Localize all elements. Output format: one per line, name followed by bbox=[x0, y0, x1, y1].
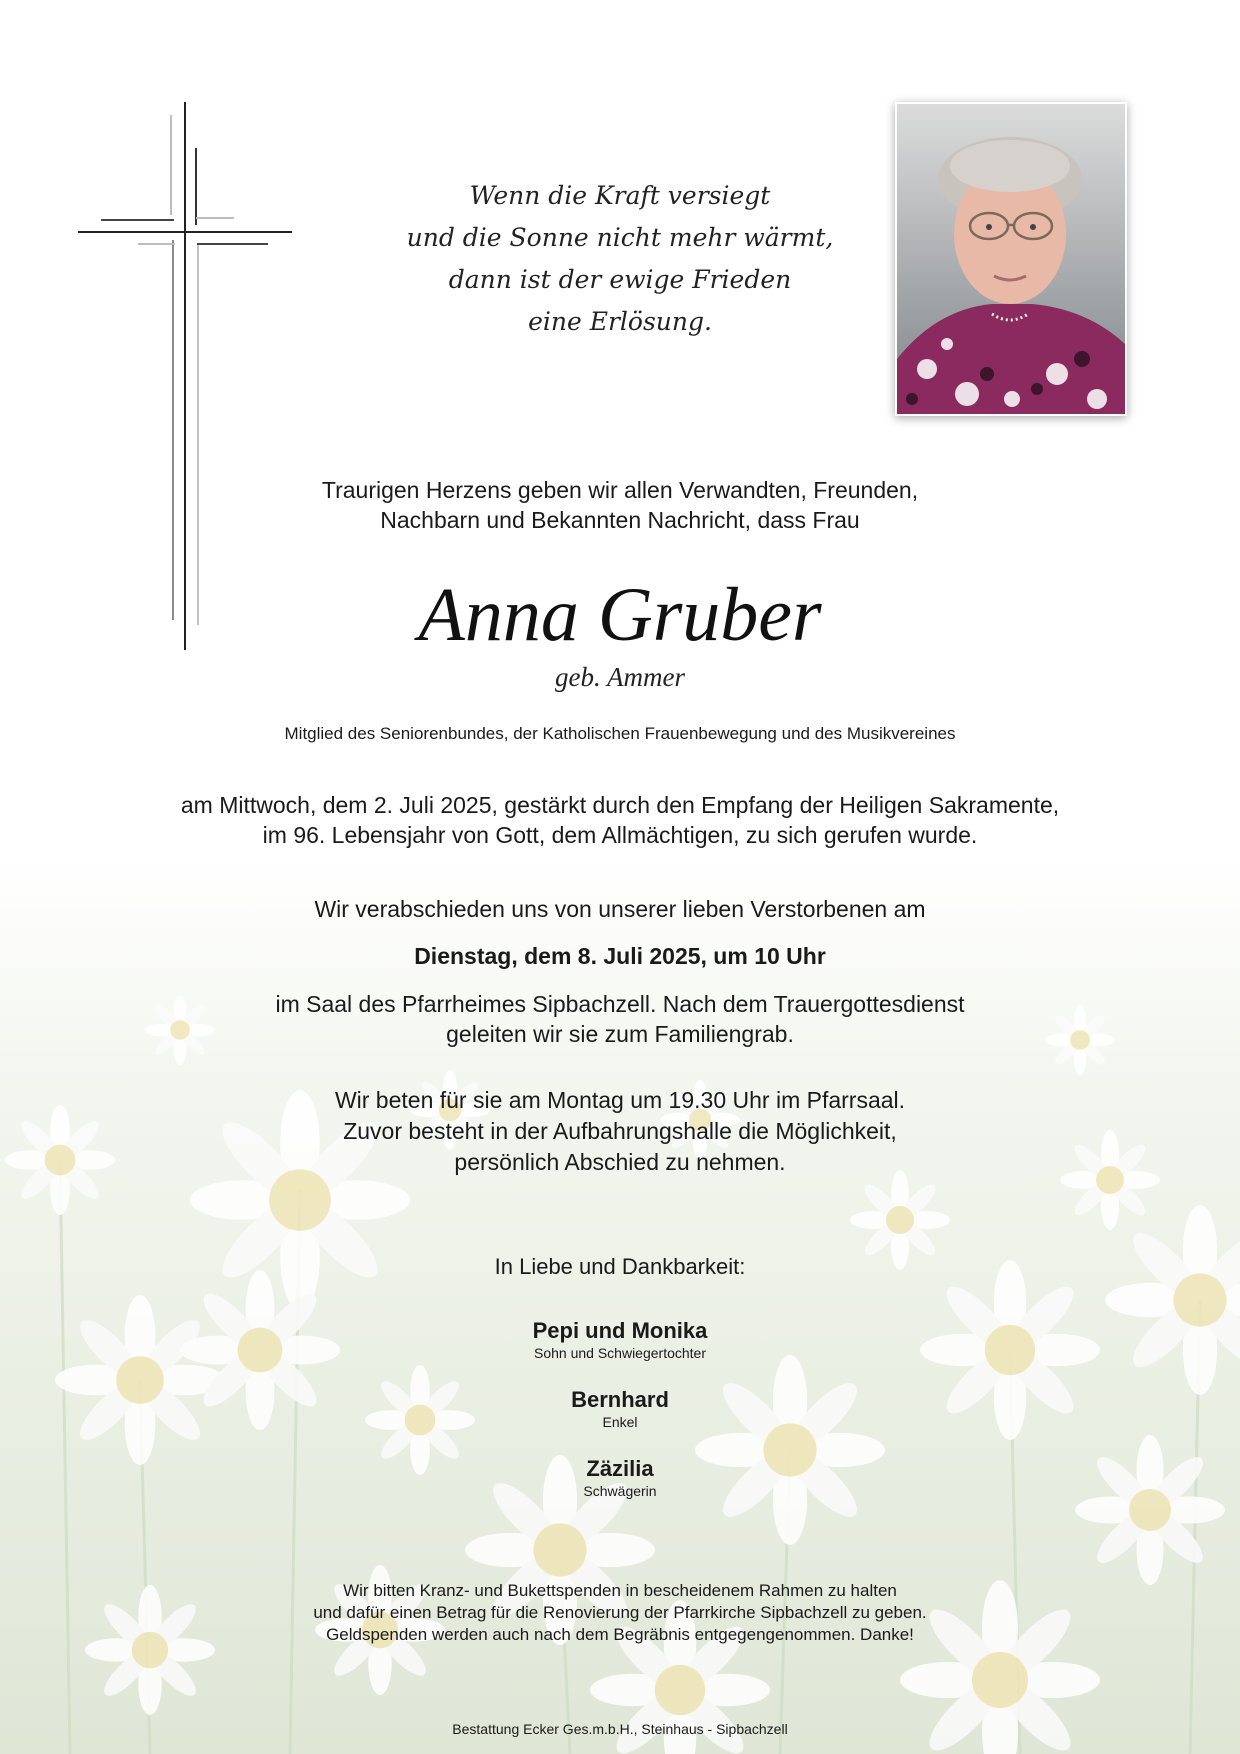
mourner-entry bbox=[0, 1318, 1240, 1362]
donation-line-2: und dafür einen Betrag für die Renovierung der Pfarrkirche Sipbachzell zu geben. bbox=[313, 1603, 927, 1622]
intro-line-1: Traurigen Herzens geben wir allen Verwandten, Freunden, bbox=[321, 477, 919, 503]
mourner-entry bbox=[0, 1387, 1240, 1431]
mourner-relation: Schwägerin bbox=[583, 1483, 657, 1499]
portrait-photo bbox=[895, 102, 1127, 416]
funeral-location bbox=[0, 989, 1240, 1049]
funeral-date: Dienstag, dem 8. Juli 2025, um 10 Uhr bbox=[414, 943, 826, 969]
portrait-image bbox=[897, 104, 1125, 414]
mourner-name: Bernhard bbox=[571, 1387, 669, 1412]
farewell-intro: Wir verabschieden uns von unserer lieben Verstorbenen am bbox=[314, 896, 926, 922]
poem-line: eine Erlösung. bbox=[528, 307, 712, 336]
memberships: Mitglied des Seniorenbundes, der Katholischen Frauenbewegung und des Musikvereines bbox=[284, 724, 956, 743]
intro-line-2: Nachbarn und Bekannten Nachricht, dass Frau bbox=[380, 507, 860, 533]
announcement-intro bbox=[0, 475, 1240, 535]
deceased-name: Anna Gruber bbox=[418, 573, 822, 657]
location-line-2: geleiten wir sie zum Familiengrab. bbox=[446, 1021, 794, 1047]
poem-line: dann ist der ewige Frieden bbox=[448, 265, 792, 294]
maiden-name: geb. Ammer bbox=[555, 662, 685, 692]
mourner-relation: Sohn und Schwiegertochter bbox=[534, 1345, 706, 1361]
donation-request bbox=[0, 1580, 1240, 1646]
gratitude-heading: In Liebe und Dankbarkeit: bbox=[494, 1254, 746, 1279]
mourner-relation: Enkel bbox=[602, 1414, 638, 1430]
death-notice-line-1: am Mittwoch, dem 2. Juli 2025, gestärkt durch den Empfang der Heiligen Sakramente, bbox=[180, 792, 1060, 818]
poem-line: Wenn die Kraft versiegt bbox=[469, 181, 771, 210]
prayer-line-3: persönlich Abschied zu nehmen. bbox=[454, 1149, 786, 1175]
donation-line-3: Geldspenden werden auch nach dem Begräbnis entgegengenommen. Danke! bbox=[326, 1625, 914, 1644]
death-notice-line-2: im 96. Lebensjahr von Gott, dem Allmächtigen, zu sich gerufen wurde. bbox=[262, 822, 978, 848]
death-notice bbox=[0, 790, 1240, 850]
funeral-home-footer: Bestattung Ecker Ges.m.b.H., Steinhaus - Sipbachzell bbox=[452, 1721, 788, 1737]
prayer-line-2: Zuvor besteht in der Aufbahrungshalle die Möglichkeit, bbox=[343, 1118, 897, 1144]
prayer-line-1: Wir beten für sie am Montag um 19.30 Uhr im Pfarrsaal. bbox=[334, 1087, 906, 1113]
poem bbox=[380, 175, 860, 343]
location-line-1: im Saal des Pfarrheimes Sipbachzell. Nach dem Trauergottesdienst bbox=[275, 991, 965, 1017]
mourner-entry bbox=[0, 1456, 1240, 1500]
mourner-name: Pepi und Monika bbox=[532, 1318, 708, 1343]
poem-line: und die Sonne nicht mehr wärmt, bbox=[406, 223, 834, 252]
prayer-notice bbox=[0, 1085, 1240, 1178]
donation-line-1: Wir bitten Kranz- und Bukettspenden in bescheidenem Rahmen zu halten bbox=[343, 1581, 897, 1600]
mourner-name: Zäzilia bbox=[586, 1456, 654, 1481]
